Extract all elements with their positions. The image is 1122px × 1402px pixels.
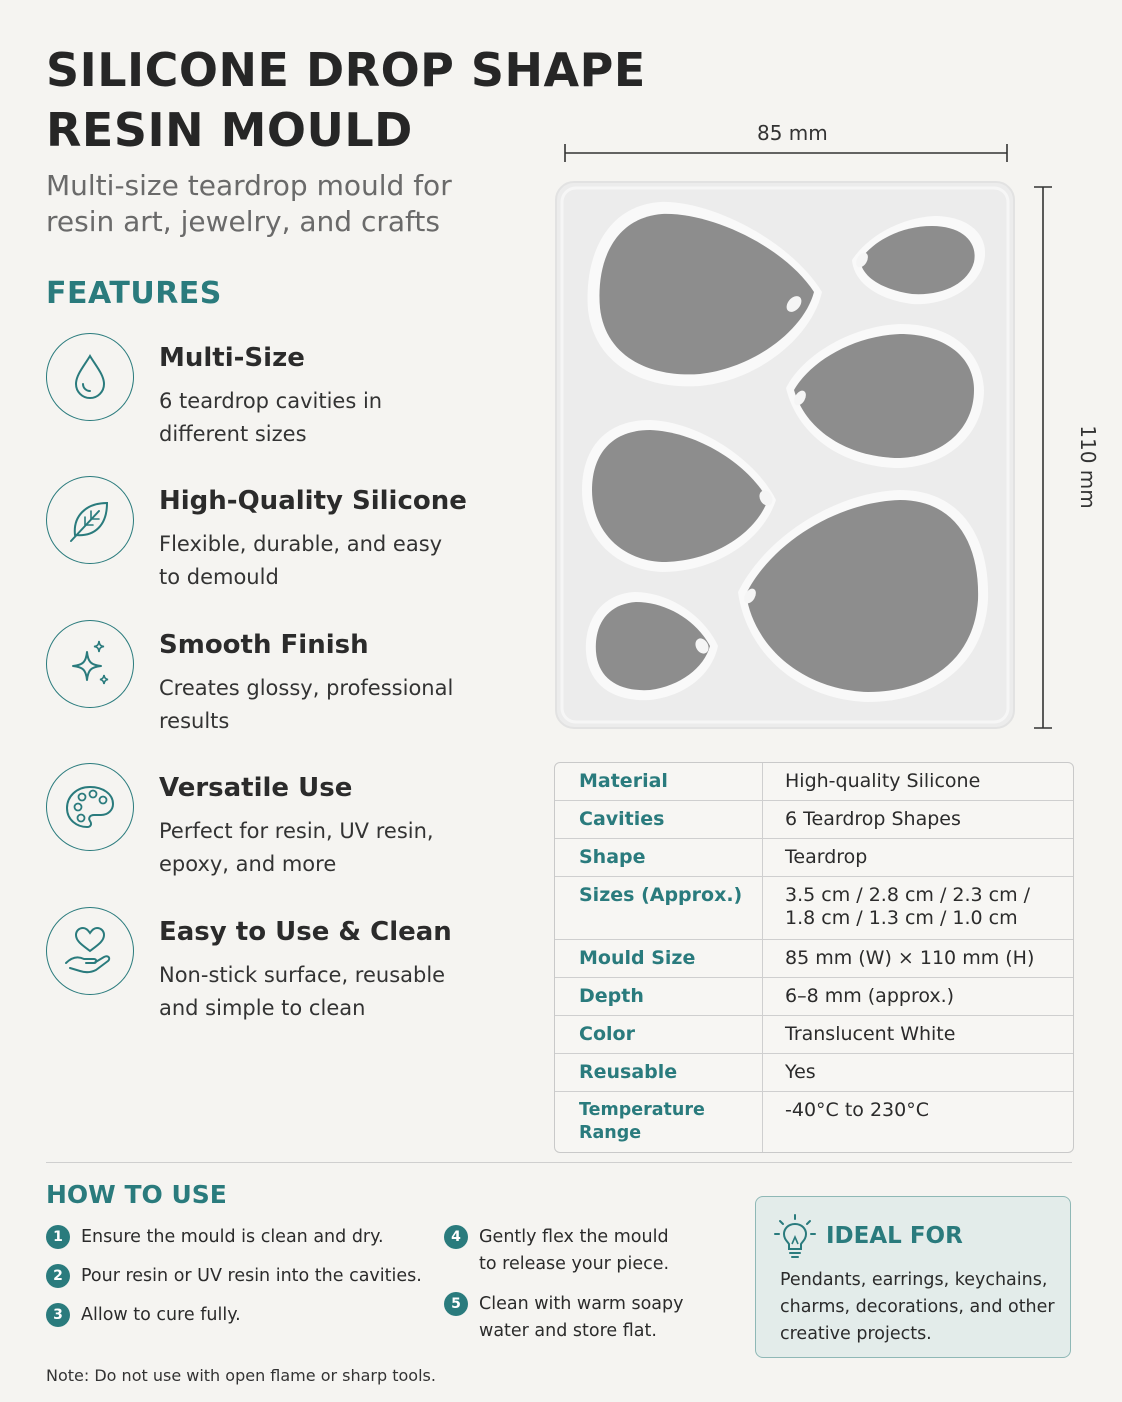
- table-row: [555, 977, 1073, 1015]
- table-row: [555, 838, 1073, 876]
- ideal-for-box: [755, 1196, 1071, 1358]
- step-item: [444, 1224, 734, 1280]
- page-title: SILICONE DROP SHAPE RESIN MOULD: [46, 43, 646, 157]
- step-number: 2: [46, 1264, 70, 1288]
- step-text: Gently flex the mould to release your piece.: [479, 1227, 670, 1274]
- spec-value: 3.5 cm / 2.8 cm / 2.3 cm / 1.8 cm / 1.3 cm / 1.0 cm: [785, 884, 1031, 929]
- table-row: [555, 1015, 1073, 1053]
- spec-label: Temperature Range: [555, 1092, 763, 1152]
- feature-title: Versatile Use: [159, 773, 353, 803]
- spec-value: 6 Teardrop Shapes: [785, 808, 961, 830]
- safety-note: Note: Do not use with open flame or sharp tools.: [46, 1366, 436, 1385]
- table-row: [555, 876, 1073, 939]
- feature-description: 6 teardrop cavities in different sizes: [159, 389, 383, 446]
- spec-value: Translucent White: [785, 1023, 956, 1045]
- spec-value: High-quality Silicone: [785, 770, 981, 792]
- table-row: [555, 800, 1073, 838]
- feature-description: Non-stick surface, reusable and simple to clean: [159, 963, 446, 1020]
- spec-label: Color: [555, 1016, 763, 1053]
- spec-value: -40°C to 230°C: [785, 1099, 929, 1121]
- feature-title: High-Quality Silicone: [159, 486, 467, 516]
- step-number: 1: [46, 1225, 70, 1249]
- ideal-for-text: Pendants, earrings, keychains, charms, decorations, and other creative projects.: [780, 1270, 1055, 1344]
- feature-title: Multi-Size: [159, 343, 305, 373]
- page-subtitle: Multi-size teardrop mould for resin art, jewelry, and crafts: [46, 169, 452, 238]
- specifications-table: [554, 762, 1074, 1153]
- lightbulb-icon: [774, 1213, 816, 1259]
- feature-description: Perfect for resin, UV resin, epoxy, and more: [159, 819, 434, 876]
- step-item: [46, 1224, 446, 1254]
- table-row: [555, 763, 1073, 800]
- sparkle-icon: [46, 620, 134, 708]
- step-item: [46, 1302, 446, 1332]
- feature-description: Creates glossy, professional results: [159, 676, 454, 733]
- mould-illustration: [550, 140, 1070, 740]
- table-row: [555, 1053, 1073, 1091]
- leaf-icon: [46, 476, 134, 564]
- step-item: [444, 1291, 734, 1347]
- spec-label: Mould Size: [555, 940, 763, 977]
- step-number: 3: [46, 1303, 70, 1327]
- feature-description: Flexible, durable, and easy to demould: [159, 532, 443, 589]
- feature-versatile-use: [46, 763, 526, 893]
- step-text: Pour resin or UV resin into the cavities.: [81, 1266, 422, 1286]
- feature-multi-size: [46, 333, 526, 463]
- section-divider: [46, 1162, 1072, 1163]
- feature-smooth-finish: [46, 620, 526, 750]
- height-dimension-label: 110 mm: [1075, 425, 1100, 509]
- feature-title: Easy to Use & Clean: [159, 917, 452, 947]
- ideal-for-heading: IDEAL FOR: [826, 1223, 963, 1249]
- feature-high-quality-silicone: [46, 476, 526, 606]
- spec-value: Teardrop: [785, 846, 868, 868]
- spec-label: Material: [555, 763, 763, 800]
- heart-hand-icon: [46, 907, 134, 995]
- step-number: 5: [444, 1292, 468, 1316]
- step-text: Ensure the mould is clean and dry.: [81, 1227, 384, 1247]
- spec-label: Reusable: [555, 1054, 763, 1091]
- how-to-use-heading: HOW TO USE: [46, 1180, 227, 1209]
- spec-label: Sizes (Approx.): [555, 877, 763, 939]
- spec-label: Depth: [555, 978, 763, 1015]
- features-heading: FEATURES: [46, 276, 222, 311]
- feature-easy-to-use: [46, 907, 526, 1037]
- spec-label: Shape: [555, 839, 763, 876]
- spec-label: Cavities: [555, 801, 763, 838]
- step-text: Clean with warm soapy water and store flat.: [479, 1294, 684, 1341]
- spec-value: 85 mm (W) × 110 mm (H): [785, 947, 1035, 969]
- droplet-icon: [46, 333, 134, 421]
- width-dimension-label: 85 mm: [757, 121, 828, 145]
- step-item: [46, 1263, 446, 1293]
- feature-title: Smooth Finish: [159, 630, 369, 660]
- step-number: 4: [444, 1225, 468, 1249]
- spec-value: 6–8 mm (approx.): [785, 985, 955, 1007]
- palette-icon: [46, 763, 134, 851]
- table-row: [555, 1091, 1073, 1152]
- height-dimension-line: [1034, 187, 1052, 728]
- table-row: [555, 939, 1073, 977]
- step-text: Allow to cure fully.: [81, 1305, 241, 1325]
- width-dimension-line: [565, 144, 1007, 162]
- spec-value: Yes: [785, 1061, 816, 1083]
